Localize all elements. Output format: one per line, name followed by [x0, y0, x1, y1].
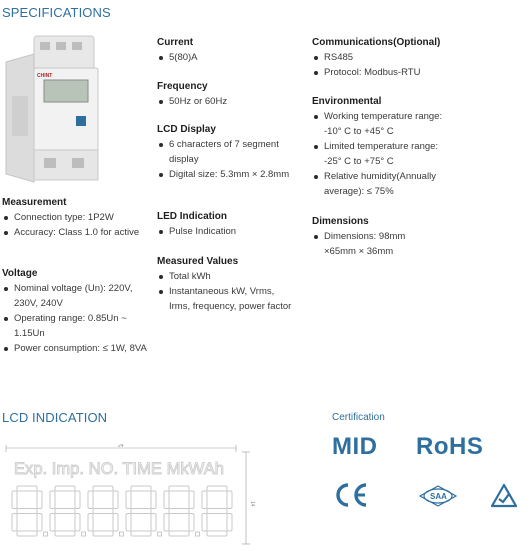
lcd-segment — [189, 491, 194, 509]
lcd-segment — [37, 491, 42, 509]
lcd-segment — [189, 514, 194, 532]
lcd-segment — [17, 531, 37, 536]
spec-item: RS485 — [312, 50, 482, 65]
spec-frequency-block — [157, 81, 305, 109]
lcd-indicator-text: Exp. Imp. NO. TIME MkWAh — [14, 459, 224, 478]
lcd-segment — [113, 491, 118, 509]
saa-icon — [416, 484, 460, 513]
lcd-segment — [55, 531, 75, 536]
lcd-segment — [93, 509, 113, 514]
spec-item: Operating range: 0.85Un ~ 1.15Un — [2, 311, 152, 341]
lcd-segment — [75, 491, 80, 509]
spec-item: 5(80)A — [157, 50, 305, 65]
spec-dimensions-block — [312, 216, 422, 259]
spec-item: Power consumption: ≤ 1W, 8VA — [2, 341, 152, 356]
lcd-segment — [126, 514, 131, 532]
spec-voltage-block — [2, 268, 152, 356]
lcd-segment — [227, 514, 232, 532]
spec-heading: LED Indication — [157, 211, 227, 222]
lcd-digits — [12, 486, 232, 536]
lcd-segment — [207, 531, 227, 536]
lcd-segment — [93, 531, 113, 536]
saa-text: SAA — [430, 492, 447, 501]
lcd-segment — [75, 514, 80, 532]
lcd-segment — [202, 514, 207, 532]
lcd-segment — [131, 531, 151, 536]
lcd-segment — [131, 509, 151, 514]
spec-heading: Current — [157, 37, 194, 48]
lcd-segment — [202, 491, 207, 509]
lcd-segment — [12, 491, 17, 509]
spec-item: Accuracy: Class 1.0 for active — [2, 225, 152, 240]
spec-item: Nominal voltage (Un): 220V, 230V, 240V — [2, 281, 152, 311]
spec-lcd-display-block — [157, 124, 305, 182]
lcd-segment — [227, 491, 232, 509]
lcd-segment — [88, 514, 93, 532]
lcd-segment — [17, 486, 37, 491]
lcd-segment — [50, 514, 55, 532]
spec-heading: Measured Values — [157, 256, 239, 267]
lcd-segment — [50, 491, 55, 509]
mid-mark: MID — [332, 433, 378, 460]
lcd-decimal-point — [82, 532, 86, 536]
certification-title: Certification — [332, 412, 385, 423]
lcd-segment — [169, 486, 189, 491]
spec-heading: Voltage — [2, 268, 38, 279]
rcm-triangle-icon — [490, 483, 518, 514]
spec-item: Digital size: 5.3mm × 2.8mm — [157, 167, 305, 182]
lcd-segment — [126, 491, 131, 509]
lcd-segment — [55, 509, 75, 514]
ce-icon — [334, 482, 370, 513]
spec-item: Instantaneous kW, Vrms, Irms, frequency, power factor — [157, 284, 292, 314]
spec-item: Total kWh — [157, 269, 292, 284]
spec-heading: Measurement — [2, 197, 67, 208]
lcd-segment — [88, 491, 93, 509]
energy-meter-image — [0, 32, 110, 190]
lcd-indication-title: LCD INDICATION — [2, 410, 108, 425]
lcd-segment — [151, 491, 156, 509]
spec-item: Limited temperature range: -25° C to +75° C — [312, 139, 452, 169]
lcd-segment — [164, 491, 169, 509]
specifications-title: SPECIFICATIONS — [2, 5, 111, 20]
spec-heading: Dimensions — [312, 216, 369, 227]
lcd-segment — [169, 531, 189, 536]
lcd-segment — [113, 514, 118, 532]
spec-environmental-block — [312, 96, 452, 199]
spec-heading: LCD Display — [157, 124, 216, 135]
spec-measured-values-block — [157, 256, 292, 314]
lcd-segment — [164, 514, 169, 532]
spec-led-block — [157, 211, 305, 239]
lcd-segment — [17, 509, 37, 514]
lcd-segment — [93, 486, 113, 491]
spec-current-block — [157, 37, 305, 65]
lcd-segment — [207, 509, 227, 514]
spec-heading: Communications(Optional) — [312, 37, 441, 48]
spec-item: Connection type: 1P2W — [2, 210, 152, 225]
spec-item: Protocol: Modbus-RTU — [312, 65, 482, 80]
spec-heading: Frequency — [157, 81, 208, 92]
lcd-decimal-point — [120, 532, 124, 536]
spec-item: Relative humidity(Annually average): ≤ 75% — [312, 169, 452, 199]
meter-brand-text: CHINT — [37, 73, 53, 79]
spec-heading: Environmental — [312, 96, 382, 107]
lcd-segment — [12, 514, 17, 532]
lcd-segment — [55, 486, 75, 491]
lcd-width-label: 24 — [118, 444, 124, 449]
spec-item: Dimensions: 98mm ×65mm × 36mm — [312, 229, 422, 259]
spec-measurement-block — [2, 197, 152, 240]
spec-item: 50Hz or 60Hz — [157, 94, 305, 109]
spec-item: 6 characters of 7 segment display — [157, 137, 305, 167]
spec-communications-block — [312, 37, 482, 80]
lcd-segment — [207, 486, 227, 491]
lcd-segment — [151, 514, 156, 532]
lcd-segment — [169, 509, 189, 514]
spec-item: Pulse Indication — [157, 224, 305, 239]
lcd-height-label: 14 — [249, 501, 255, 507]
rohs-mark: RoHS — [416, 433, 484, 460]
lcd-segment-diagram — [0, 444, 260, 546]
lcd-decimal-point — [44, 532, 48, 536]
lcd-segment — [131, 486, 151, 491]
spec-item: Working temperature range: -10° C to +45° C — [312, 109, 452, 139]
lcd-decimal-point — [158, 532, 162, 536]
lcd-decimal-point — [196, 532, 200, 536]
lcd-segment — [37, 514, 42, 532]
